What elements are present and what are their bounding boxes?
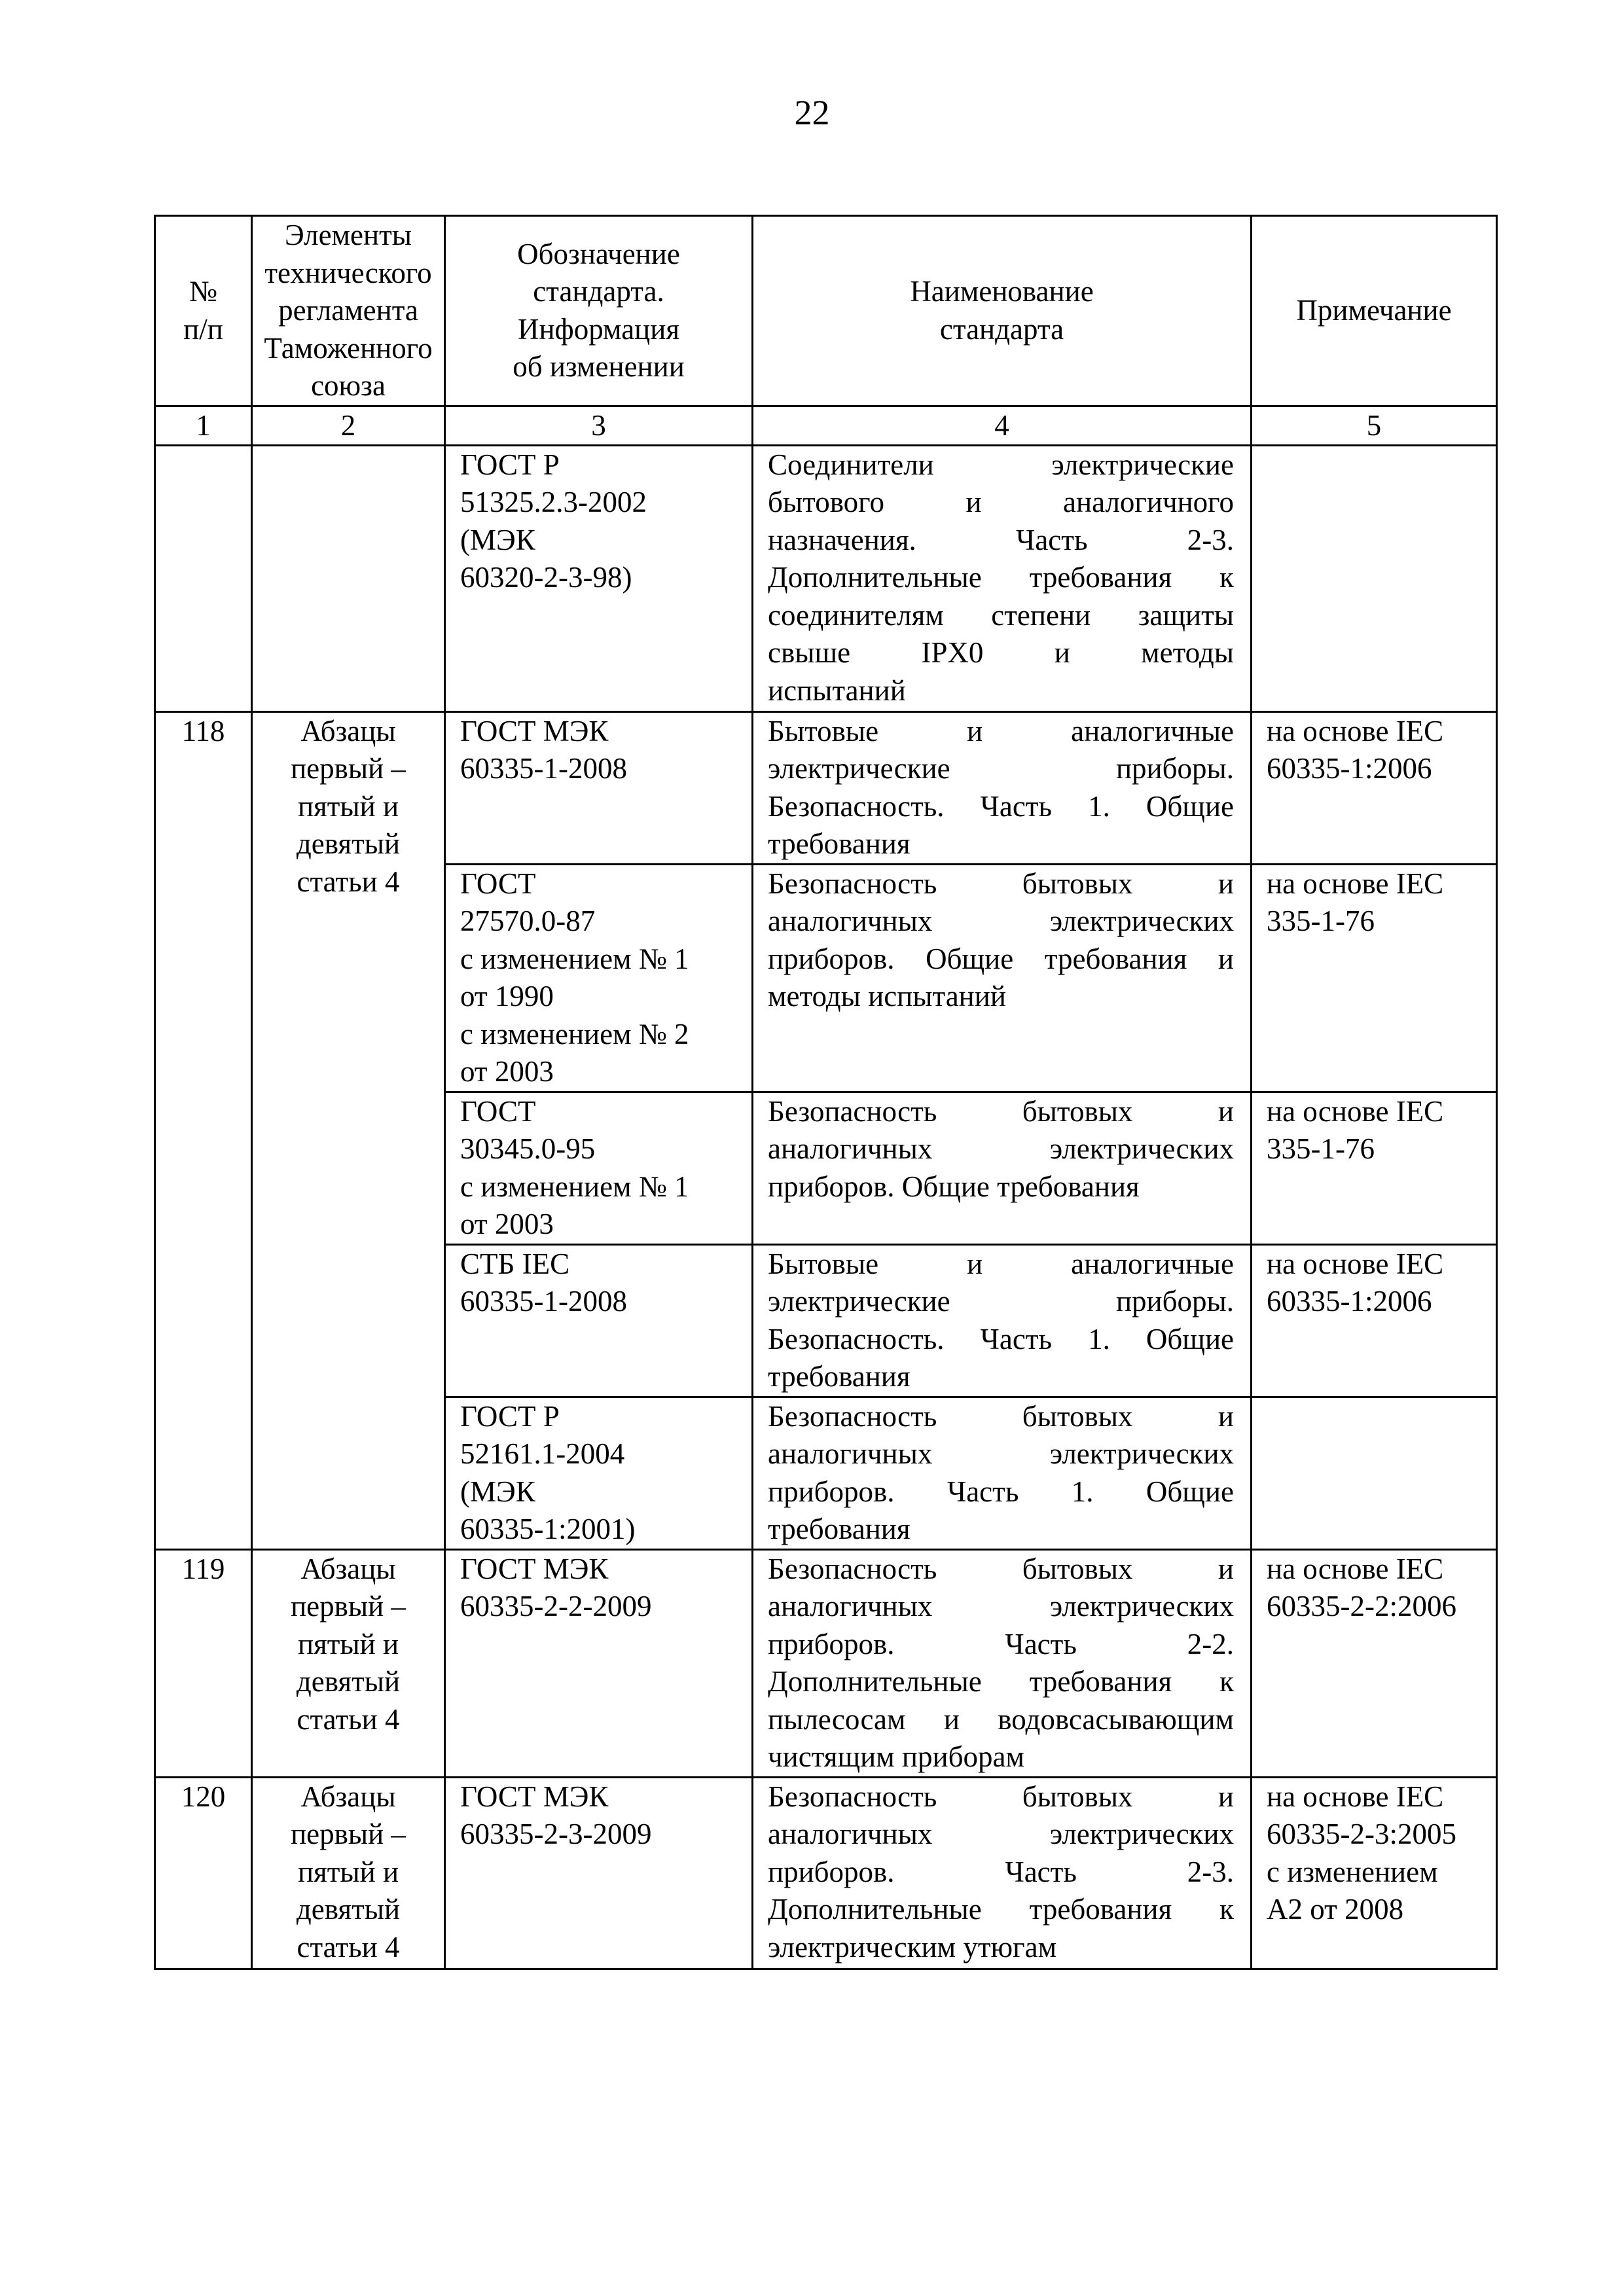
row-name-cell: Бытовые и аналогичные электрические приборы. Безопасность. Часть 1. Общие требования bbox=[753, 1244, 1252, 1397]
row-designation-cell: ГОСТ 30345.0-95 с изменением № 1 от 2003 bbox=[445, 1092, 753, 1244]
row-name-cell: Безопасность бытовых и аналогичных электрических приборов. Общие требования и методы испытаний bbox=[753, 864, 1252, 1092]
header-name: Наименование стандарта bbox=[753, 216, 1252, 406]
header-elements: Элементы технического регламента Таможенного союза bbox=[252, 216, 445, 406]
column-index: 2 bbox=[252, 406, 445, 445]
row-designation-cell: ГОСТ 27570.0-87 с изменением № 1 от 1990 с изменением № 2 от 2003 bbox=[445, 864, 753, 1092]
table-row bbox=[155, 1549, 1497, 1777]
row-note-cell bbox=[1252, 445, 1497, 711]
row-designation-cell: ГОСТ МЭК 60335-2-2-2009 bbox=[445, 1549, 753, 1777]
row-number-cell bbox=[155, 445, 252, 711]
row-name-cell: Соединители электрические бытового и аналогичного назначения. Часть 2-3. Дополнительные требования к соединителям степени защиты свыше IPX0 и методы испытаний bbox=[753, 445, 1252, 711]
row-elements-cell: Абзацы первый – пятый и девятый статьи 4 bbox=[252, 1549, 445, 1777]
row-number-cell: 120 bbox=[155, 1777, 252, 1969]
row-name-cell: Безопасность бытовых и аналогичных электрических приборов. Общие требования bbox=[753, 1092, 1252, 1244]
row-note-cell: на основе IEC 335-1-76 bbox=[1252, 864, 1497, 1092]
row-designation-cell: ГОСТ МЭК 60335-1-2008 bbox=[445, 711, 753, 864]
row-designation-cell: ГОСТ Р 51325.2.3-2002 (МЭК 60320-2-3-98) bbox=[445, 445, 753, 711]
row-note-cell: на основе IEC 60335-1:2006 bbox=[1252, 1244, 1497, 1397]
header-row bbox=[155, 216, 1497, 406]
row-note-cell: на основе IEC 335-1-76 bbox=[1252, 1092, 1497, 1244]
table-row bbox=[155, 711, 1497, 864]
table-row bbox=[155, 1777, 1497, 1969]
row-name-cell: Бытовые и аналогичные электрические приборы. Безопасность. Часть 1. Общие требования bbox=[753, 711, 1252, 864]
row-designation-cell: СТБ IEC 60335-1-2008 bbox=[445, 1244, 753, 1397]
row-note-cell: на основе IEC 60335-2-3:2005 с изменением A2 от 2008 bbox=[1252, 1777, 1497, 1969]
row-designation-cell: ГОСТ МЭК 60335-2-3-2009 bbox=[445, 1777, 753, 1969]
header-note: Примечание bbox=[1252, 216, 1497, 406]
row-note-cell: на основе IEC 60335-1:2006 bbox=[1252, 711, 1497, 864]
column-index: 5 bbox=[1252, 406, 1497, 445]
header-number: № п/п bbox=[155, 216, 252, 406]
row-name-cell: Безопасность бытовых и аналогичных электрических приборов. Часть 2-2. Дополнительные требования к пылесосам и водовсасывающим чистящим приборам bbox=[753, 1549, 1252, 1777]
column-index: 4 bbox=[753, 406, 1252, 445]
row-name-cell: Безопасность бытовых и аналогичных электрических приборов. Часть 1. Общие требования bbox=[753, 1397, 1252, 1549]
column-index: 1 bbox=[155, 406, 252, 445]
column-index-row bbox=[155, 406, 1497, 445]
row-number-cell: 118 bbox=[155, 711, 252, 1549]
standards-table bbox=[154, 215, 1498, 1970]
row-designation-cell: ГОСТ Р 52161.1-2004 (МЭК 60335-1:2001) bbox=[445, 1397, 753, 1549]
row-elements-cell: Абзацы первый – пятый и девятый статьи 4 bbox=[252, 1777, 445, 1969]
row-elements-cell: Абзацы первый – пятый и девятый статьи 4 bbox=[252, 711, 445, 1549]
row-number-cell: 119 bbox=[155, 1549, 252, 1777]
row-name-cell: Безопасность бытовых и аналогичных электрических приборов. Часть 2-3. Дополнительные требования к электрическим утюгам bbox=[753, 1777, 1252, 1969]
table-row bbox=[155, 445, 1497, 711]
column-index: 3 bbox=[445, 406, 753, 445]
page-number: 22 bbox=[794, 93, 830, 132]
row-note-cell: на основе IEC 60335-2-2:2006 bbox=[1252, 1549, 1497, 1777]
header-designation: Обозначение стандарта. Информация об изменении bbox=[445, 216, 753, 406]
row-note-cell bbox=[1252, 1397, 1497, 1549]
row-elements-cell bbox=[252, 445, 445, 711]
